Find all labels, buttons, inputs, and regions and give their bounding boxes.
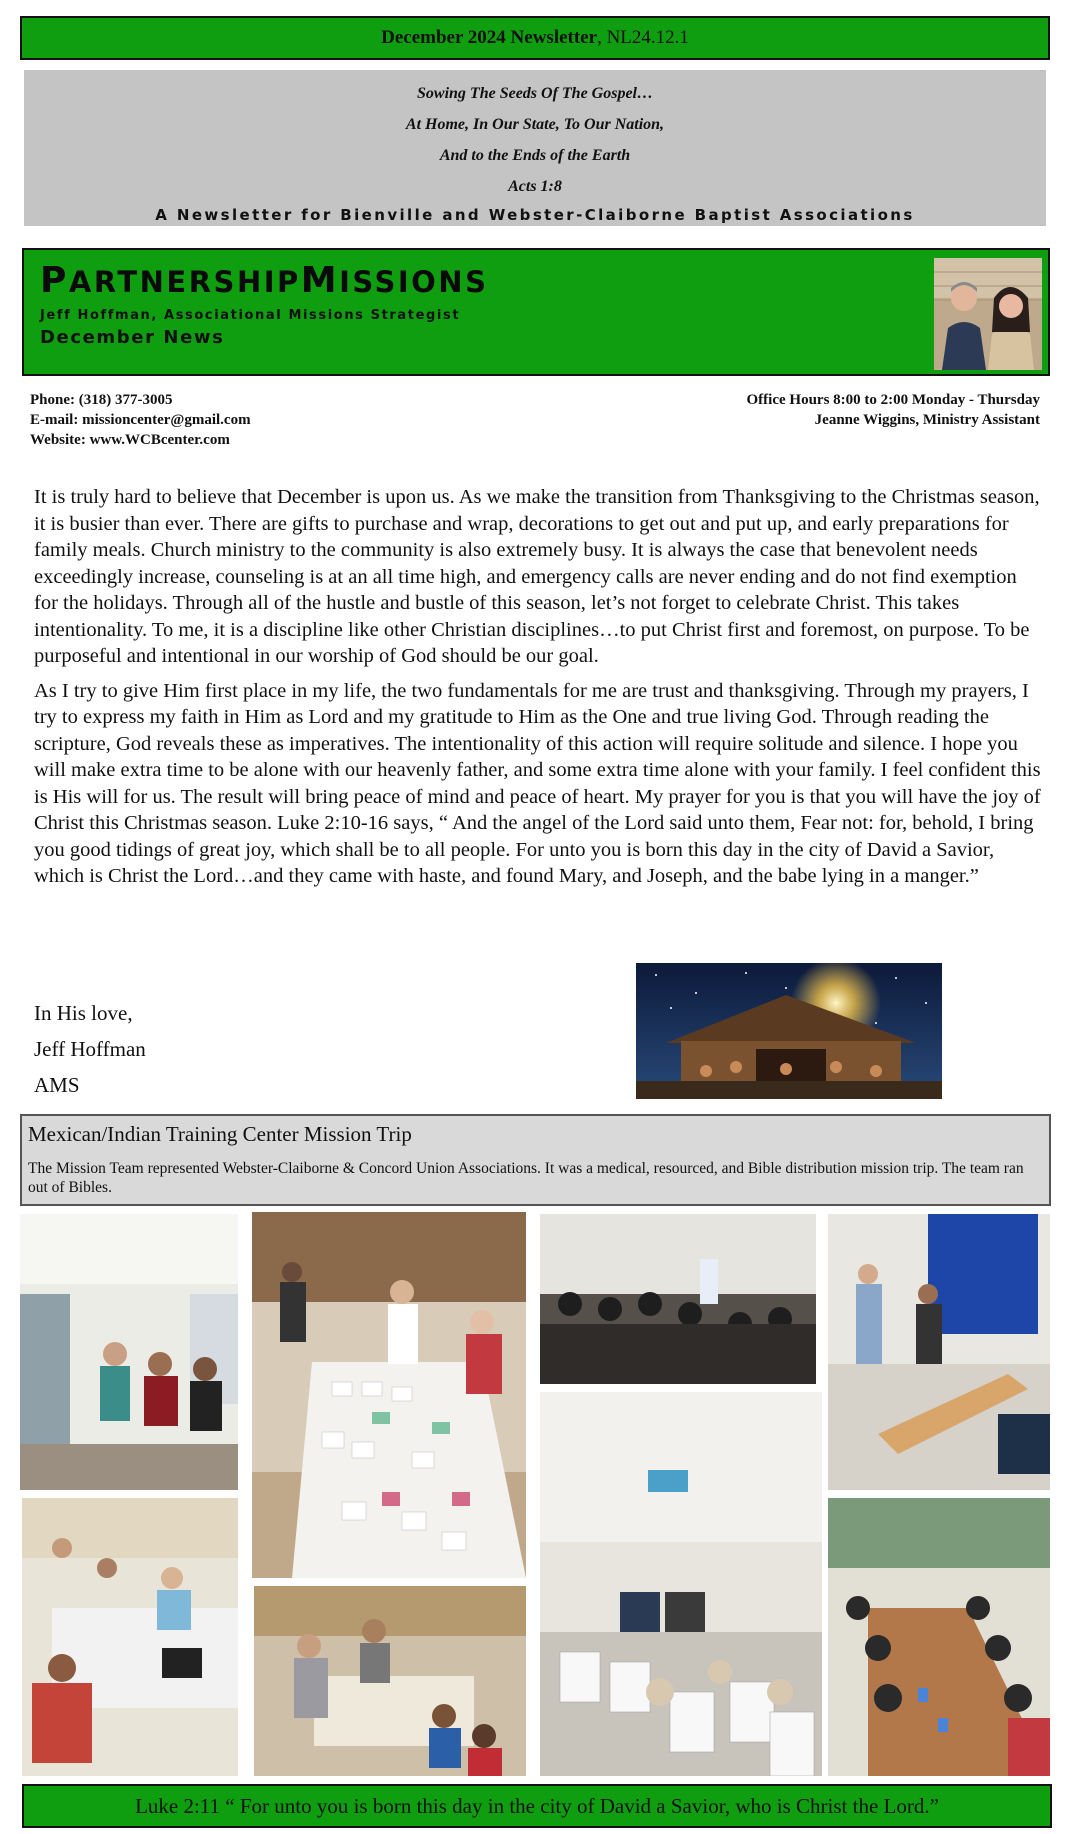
mission-photo-8 <box>828 1498 1050 1776</box>
tagline-line-3: And to the Ends of the Earth <box>439 147 631 164</box>
mission-photo-7 <box>828 1214 1050 1490</box>
partnership-missions-header <box>22 248 1050 376</box>
contact-info <box>30 390 251 450</box>
mission-photo-2 <box>22 1498 238 1776</box>
couple-portrait-photo <box>934 258 1042 370</box>
letter-body <box>34 484 1044 898</box>
nativity-scene-image <box>636 963 942 1099</box>
letter-paragraph-2: As I try to give Him first place in my life, the two fundamentals for me are trust and thanksgiving. Through my prayers, I try to express my faith in Him as Lord and my gratitude to Him as the One and true living God. Through reading the scripture, God reveals these as imperatives. The intentionality of this action will require solitude and silence. I hope you will make extra time to be alone with our heavenly father, and some extra time alone with your family. I feel confident this is His will for us. The result will bring peace of mind and peace of heart. My prayer for you is that you will have the joy of Christ this Christmas season. Luke 2:10-16 says, “ And the angel of the Lord said unto them, Fear not: for, behold, I bring you good tidings of great joy, which shall be to all people. For unto you is born this day in the city of David a Savior, which is Christ the Lord…and they came with haste, and found Mary, and Joseph, and the babe lying in a manger.” <box>34 679 1041 887</box>
tagline-line-2: At Home, In Our State, To Our Nation, <box>405 116 665 133</box>
tagline-scripture: Acts 1:8 <box>508 178 562 195</box>
brand-title <box>40 260 488 301</box>
newsletter-code: , NL24.12.1 <box>597 27 689 48</box>
mission-trip-title: Mexican/Indian Training Center Mission Trip <box>28 1122 412 1146</box>
mission-trip-box <box>20 1114 1051 1206</box>
letter-paragraph-1: It is truly hard to believe that December is upon us. As we make the transition from Thanksgiving to the Christmas season, it is busier than ever. There are gifts to purchase and wrap, decorations to get out and put up, and early preparations for family meals. Church ministry to the community is also extremely busy. It is always the case that benevolent needs exceedingly increase, counseling is at an all time high, and emergency calls are never ending and do not find exemption for the holidays. Through all of the hustle and bustle of this season, let’s not forget to celebrate Christ. This takes intentionality. To me, it is a discipline like other Christian disciplines…to put Christ first and foremost, on purpose. To be purposeful and intentional in our worship of God should be our goal. <box>34 486 1040 667</box>
office-info <box>600 390 1040 430</box>
signer-title: AMS <box>34 1073 80 1097</box>
mission-trip-description: The Mission Team represented Webster-Claiborne & Concord Union Associations. It was a medical, resourced, and Bible distribution mission trip. The team ran out of Bibles. <box>28 1160 1024 1196</box>
associations-line: A Newsletter for Bienville and Webster-Claiborne Baptist Associations <box>155 206 915 224</box>
strategist-line: Jeff Hoffman, Associational Missions Strategist <box>40 308 461 323</box>
mission-photo-6 <box>540 1392 822 1776</box>
phone-text: Phone: (318) 377-3005 <box>30 392 173 408</box>
newsletter-title: December 2024 Newsletter <box>381 27 598 48</box>
office-hours-text: Office Hours 8:00 to 2:00 Monday - Thursday <box>746 392 1040 408</box>
newsletter-title-bar <box>20 16 1050 60</box>
mission-photo-1 <box>20 1214 238 1490</box>
tagline-band <box>24 70 1046 226</box>
mission-photo-5 <box>540 1214 816 1384</box>
closing-line: In His love, <box>34 1001 133 1025</box>
december-news-label: December News <box>40 327 225 348</box>
closing-verse-bar: Luke 2:11 “ For unto you is born this day in the city of David a Savior, who is Christ the Lord.” <box>22 1784 1052 1828</box>
website-text: Website: www.WCBcenter.com <box>30 432 230 448</box>
tagline-line-1: Sowing The Seeds Of The Gospel… <box>417 85 653 102</box>
brand-m: M <box>300 260 340 301</box>
brand-artnership: ARTNERSHIP <box>68 265 301 299</box>
email-text: E-mail: missioncenter@gmail.com <box>30 412 251 428</box>
mission-photo-3 <box>252 1212 526 1578</box>
brand-p: P <box>40 260 69 301</box>
brand-issions: ISSIONS <box>339 265 489 299</box>
letter-signature <box>34 995 146 1103</box>
signer-name: Jeff Hoffman <box>34 1037 146 1061</box>
mission-photo-4 <box>254 1586 526 1776</box>
ministry-assistant-text: Jeanne Wiggins, Ministry Assistant <box>814 412 1040 428</box>
